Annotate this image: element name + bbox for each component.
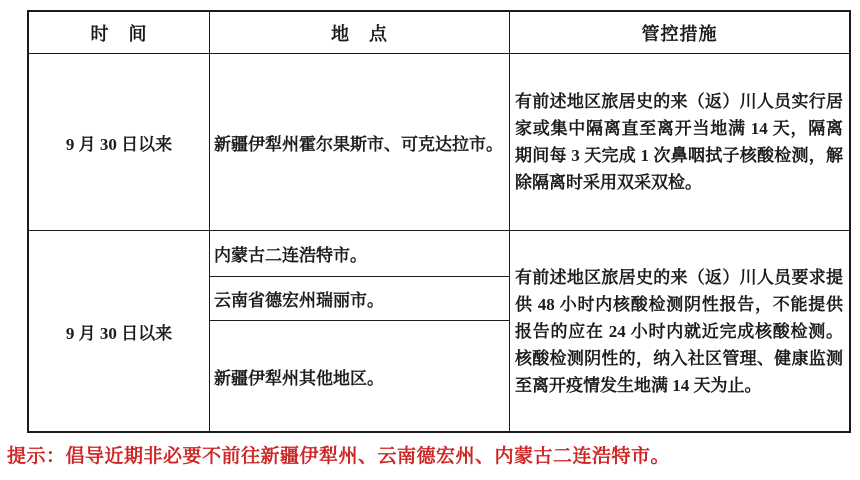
table-header-row bbox=[29, 12, 849, 53]
table-row bbox=[29, 53, 849, 230]
location-cell: 新疆伊犁州其他地区。 bbox=[210, 320, 509, 431]
header-measures: 管控措施 bbox=[509, 12, 849, 53]
header-time: 时 间 bbox=[90, 23, 148, 44]
location-cell: 云南省德宏州瑞丽市。 bbox=[210, 276, 509, 320]
location-cell: 内蒙古二连浩特市。 bbox=[214, 246, 367, 265]
table-row bbox=[29, 230, 849, 431]
time-cell: 9 月 30 日以来 bbox=[65, 134, 173, 154]
footer-note: 提示：倡导近期非必要不前往新疆伊犁州、云南德宏州、内蒙古二连浩特市。 bbox=[7, 446, 671, 467]
time-cell: 9 月 30 日以来 bbox=[65, 323, 173, 343]
header-location: 地 点 bbox=[209, 12, 509, 53]
control-measures-table bbox=[27, 10, 851, 433]
location-cell: 新疆伊犁州霍尔果斯市、可克达拉市。 bbox=[209, 54, 509, 230]
location-subcolumn bbox=[209, 231, 509, 431]
measure-cell: 有前述地区旅居史的来（返）川人员要求提供 48 小时内核酸检测阴性报告，不能提供报告的应在 24 小时内就近完成核酸检测。核酸检测阴性的，纳入社区管理、健康监测至离开疫情发生地满 14 天为止。 bbox=[509, 231, 849, 431]
measure-cell: 有前述地区旅居史的来（返）川人员实行居家或集中隔离直至离开当地满 14 天，隔离期间每 3 天完成 1 次鼻咽拭子核酸检测，解除隔离时采用双采双检。 bbox=[509, 54, 849, 230]
